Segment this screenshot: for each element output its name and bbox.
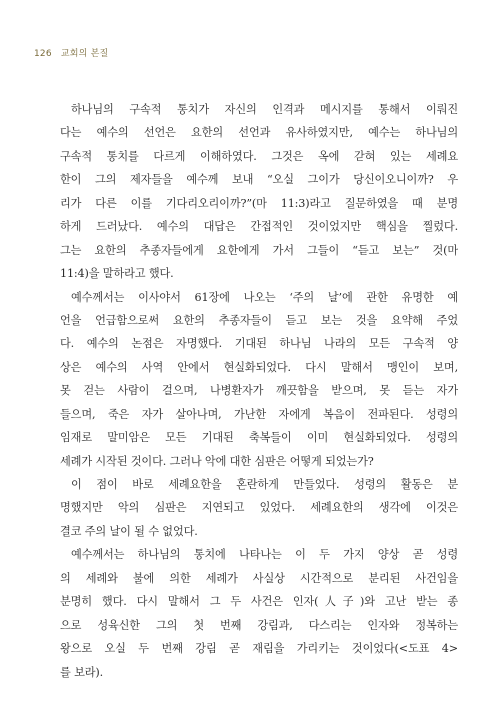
text-line: 를 보라).	[60, 665, 103, 679]
text-line: 상은 예수의 사역 안에서 현실화되었다. 다시 말해서 맹인이 보며,	[60, 360, 458, 374]
page-number: 126	[34, 49, 52, 59]
book-title: 교회의 본질	[60, 49, 109, 59]
text-line: 임재로 말미암은 모든 기대된 축복들이 이미 현실화되었다. 성령의	[60, 431, 458, 445]
text-line: 11:4)을 말하라고 했다.	[60, 267, 174, 281]
text-line: 다는 예수의 선언은 요한의 선언과 유사하였지만, 예수는 하나님의	[60, 126, 458, 140]
text-line: 언을 언급함으로써 요한의 추종자들이 듣고 보는 것을 요약해 주었	[60, 313, 458, 327]
text-line: 왕으로 오실 두 번째 강림 곧 재림을 가리키는 것이었다(<도표 4>	[60, 642, 458, 656]
text-line: 한이 그의 제자들을 예수께 보내 “오실 그이가 당신이오니이까? 우	[60, 173, 458, 187]
text-line: 리가 다른 이를 기다리오리이까?”(마 11:3)라고 질문하였을 때 분명	[60, 196, 458, 210]
text-line: 구속적 통치를 다르게 이해하였다. 그것은 옥에 갇혀 있는 세례요	[60, 149, 458, 163]
text-line: 들으며, 죽은 자가 살아나며, 가난한 자에게 복음이 전파된다. 성령의	[60, 407, 458, 421]
text-line: 다. 예수의 논점은 자명했다. 기대된 하나님 나라의 모든 구속적 양	[60, 337, 458, 351]
text-line: 하게 드러났다. 예수의 대답은 간접적인 것이었지만 핵심을 찔렀다.	[60, 220, 458, 234]
text-line: 하나님의 구속적 통치가 자신의 인격과 메시지를 통해서 이뤄진	[71, 103, 458, 116]
text-line: 세례가 시작된 것이다. 그러나 악에 대한 심판은 어떻게 되었는가?	[60, 454, 374, 468]
text-line: 결코 주의 날이 될 수 없었다.	[60, 524, 198, 538]
running-header	[34, 46, 108, 59]
text-line: 예수께서는 이사야서 61장에 나오는 ‘주의 날’에 관한 유명한 예	[71, 290, 458, 304]
text-line: 못 걷는 사람이 걸으며, 나병환자가 깨끗함을 받으며, 못 듣는 자가	[60, 384, 458, 398]
text-line: 의 세례와 불에 의한 세례가 사실상 시간적으로 분리된 사건임을	[60, 571, 458, 585]
body-text	[60, 98, 458, 684]
text-line: 예수께서는 하나님의 통치에 나타나는 이 두 가지 양상 곧 성령	[71, 548, 458, 562]
text-line: 명했지만 악의 심판은 지연되고 있었다. 세례요한의 생각에 이것은	[60, 501, 458, 515]
text-line: 분명히 했다. 다시 말해서 그 두 사건은 인자(人子)와 고난 받는 종	[60, 595, 458, 609]
text-line: 으로 성육신한 그의 첫 번째 강림과, 다스리는 인자와 정복하는	[60, 618, 458, 632]
text-line: 이 점이 바로 세례요한을 혼란하게 만들었다. 성령의 활동은 분	[71, 478, 458, 491]
text-line: 그는 요한의 추종자들에게 요한에게 가서 그들이 “듣고 보는” 것(마	[60, 243, 458, 257]
